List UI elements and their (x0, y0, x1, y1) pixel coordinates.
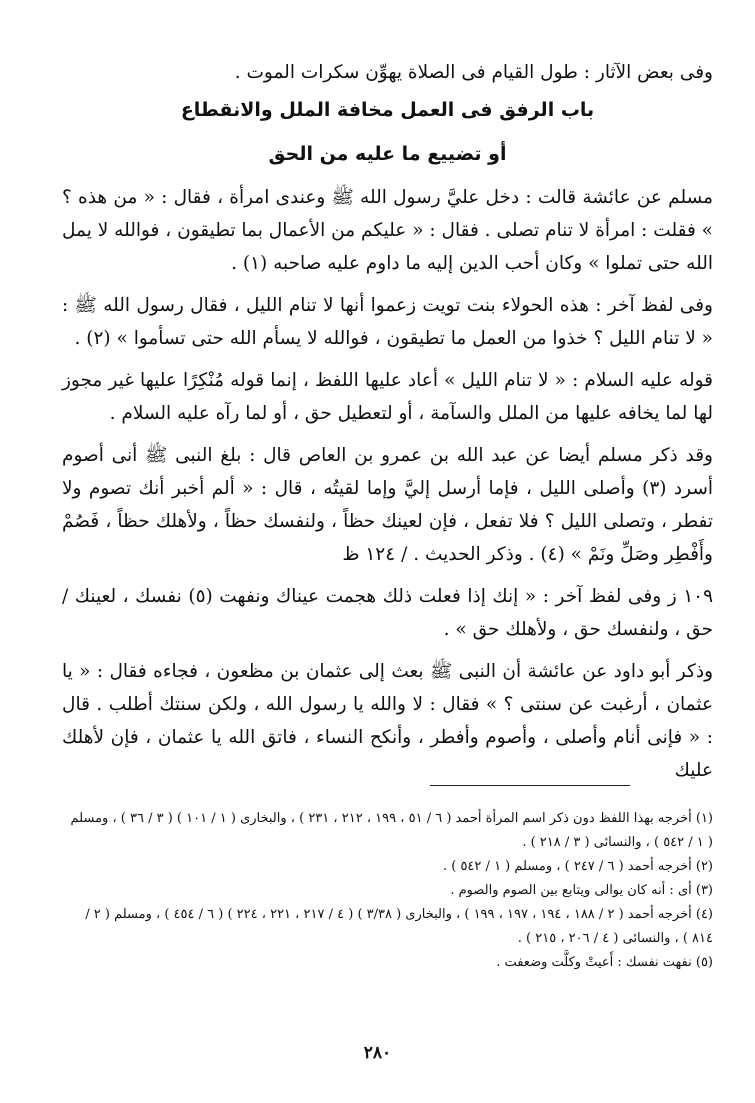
chapter-heading-line-2: أو تضييع ما عليه من الحق (268, 143, 507, 165)
page-number: ٢٨٠ (363, 1043, 392, 1063)
paragraph-4 (62, 439, 713, 571)
footnotes (62, 807, 713, 975)
chapter-heading-line-1: باب الرفق فى العمل مخافة الملل والانقطاع (180, 99, 595, 121)
chapter-heading (62, 95, 713, 169)
paragraph-5-text: وفى لفظ آخر : « إنك إذا فعلت ذلك هجمت عيناك ونفهت (٥) نفسك ، لعينك / حق ، ولنفسك حق ، ولأهلك حق » . (62, 586, 713, 640)
footnote-2: (٢) أخرجه أحمد ( ٦ / ٢٤٧ ) ، ومسلم ( ١ / ٥٤٢ ) . (442, 859, 713, 874)
paragraph-1: مسلم عن عائشة قالت : دخل عليَّ رسول الله ﷺ وعندى امرأة ، فقال : « من هذه ؟ » فقلت : امرأة لا تنام تصلى . فقال : « عليكم من الأعمال بما تطيقون ، فوالله لا يمل الله حتى تملوا » وكان أحب الدين إليه ما داوم عليه صاحبه (١) . (62, 187, 713, 274)
paragraph-5 (62, 580, 713, 646)
manuscript-marker-124: ١٢٤ ظ / (342, 544, 408, 565)
footnote-4: (٤) أخرجه أحمد ( ٢ / ١٨٨ ، ١٩٤ ، ١٩٧ ، ١٩٩ ) ، والبخارى ( ٣/٣٨ ) ( ٤ / ٢١٧ ، ٢٢١ ، ٢٢٤ ) ( ٦ / ٤٥٤ ) ، ومسلم ( ٢ / ٨١٤ ) ، والنسائى ( ٤ / ٢٠٦ ، ٢١٥ ) . (85, 907, 713, 946)
footnote-1: (١) أخرجه بهذا اللفظ دون ذكر اسم المرأة أحمد ( ٦ / ٥١ ، ١٩٩ ، ٢١٢ ، ٢٣١ ) ، والبخارى ( ١ / ١٠١ ) ( ٣ / ٣٦ ) ، ومسلم ( ١ / ٥٤٢ ) ، والنسائى ( ٣ / ٢١٨ ) . (70, 811, 713, 850)
paragraph-3: قوله عليه السلام : « لا تنام الليل » أعاد عليها اللفظ ، إنما قوله مُنْكِرًا عليها غير مجوز لها لما يخافه عليها من الملل والسآمة ، أو لتعطيل حق ، أو لما رآه عليه السلام . (62, 370, 713, 424)
footnote-5: (٥) نفهت نفسك : أَعيتْ وكلَّت وضعفت . (496, 955, 713, 970)
footnote-3: (٣) أى : أنه كان يوالى ويتابع بين الصوم والصوم . (450, 883, 713, 898)
footnote-separator (430, 785, 630, 786)
main-text (62, 56, 713, 796)
paragraph-4-text: وقد ذكر مسلم أيضا عن عبد الله بن عمرو بن العاص قال : بلغ النبى ﷺ أنى أصوم أسرد (٣) وأصلى الليل ، فإما أرسل إليَّ وإما لقيتُه ، قال : « ألم أخبر أنك تصوم ولا تفطر ، وتصلى الليل ؟ فلا تفعل ، فإن لعينك حظاً ، ولنفسك حظاً ، ولأهلك حظاً ، فَصُمْ وأَفْطِر وصَلِّ ونَمْ » (٤) . وذكر الحديث . (62, 445, 714, 565)
intro-line: وفى بعض الآثار : طول القيام فى الصلاة يهوِّن سكرات الموت . (234, 62, 713, 83)
paragraph-6: وذكر أبو داود عن عائشة أن النبى ﷺ بعث إلى عثمان بن مظعون ، فجاءه فقال : « يا عثمان ، أرغبت عن سنتى ؟ » فقال : لا والله يا رسول الله ، ولكن سنتك أطلب . قال : « فإنى أنام وأصلى ، وأصوم وأفطر ، وأنكح النساء ، فاتق الله يا عثمان ، فإن لأهلك عليك (62, 661, 713, 781)
paragraph-2: وفى لفظ آخر : هذه الحولاء بنت تويت زعموا أنها لا تنام الليل ، فقال رسول الله ﷺ : « لا تنام الليل ؟ خذوا من العمل ما تطيقون ، فوالله لا يسأم الله حتى تسأموا » (٢) . (62, 295, 713, 349)
manuscript-marker-109: ١٠٩ ز (667, 586, 714, 607)
